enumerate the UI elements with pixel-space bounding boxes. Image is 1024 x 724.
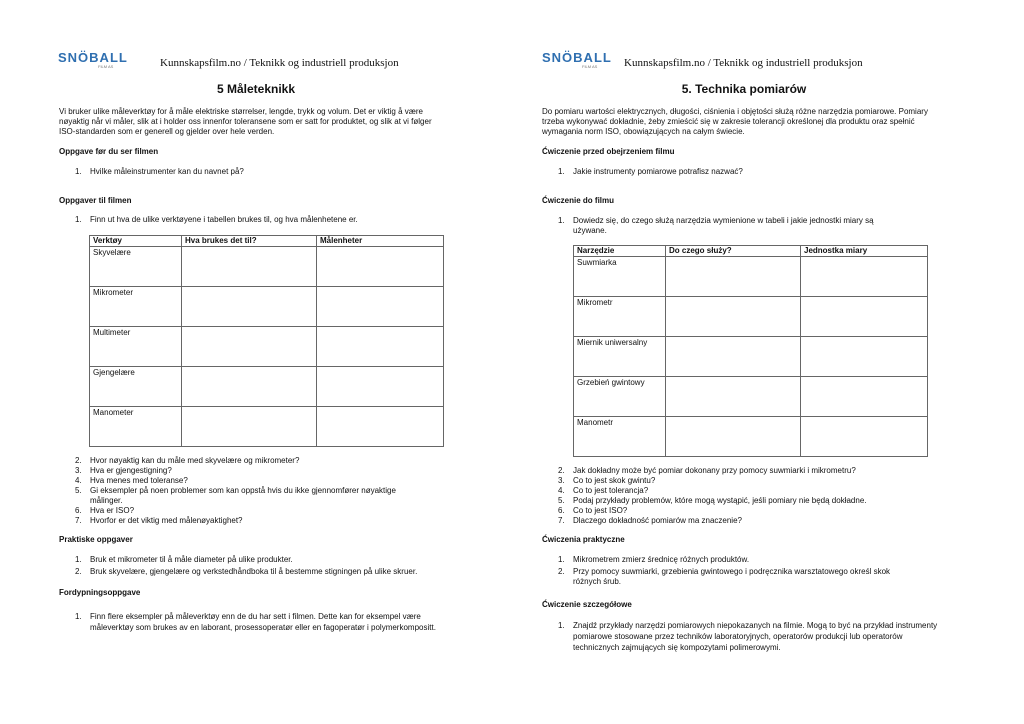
page-title: 5. Technika pomiarów [681,82,807,96]
question-list-before [558,167,938,177]
snoball-logo: SNÖBALL [542,50,612,65]
tool-cell: Skyvelære [90,247,182,287]
answer-cell[interactable] [182,287,317,327]
answer-cell[interactable] [317,287,444,327]
header-title: Kunnskapsfilm.no / Teknikk og industriell produksjon [624,57,863,69]
answer-cell[interactable] [666,297,801,337]
table-row [90,247,444,287]
table-row [90,367,444,407]
tool-cell: Manometr [574,417,666,457]
answer-cell[interactable] [666,417,801,457]
answer-cell[interactable] [666,337,801,377]
list-item: 4. Co to jest tolerancja? [558,486,649,495]
tool-cell: Miernik uniwersalny [574,337,666,377]
deep-list [75,611,455,633]
list-item: 6. Co to jest ISO? [558,506,628,515]
tool-cell: Grzebień gwintowy [574,377,666,417]
intro-paragraph: Do pomiaru wartości elektrycznych, długości, ciśnienia i objętości służą różne narzędzia pomiarowe. Pomiary trzeba wykonywać dokładnie, żeby zmieścić się w zakresie tolerancji określonej dla produktu oraz spełnić wymagania norm ISO, obowiązujących na całym świecie. [542,107,928,136]
practical-list [558,555,908,587]
list-item: 1. Mikrometrem zmierz średnicę różnych produktów. [558,555,750,564]
answer-cell[interactable] [317,327,444,367]
question-list-followup [558,466,938,526]
column-header: Narzędzie [574,246,666,257]
section-heading-film: Ćwiczenie do filmu [542,196,615,205]
column-header: Hva brukes det til? [182,236,317,247]
table-header-row [90,236,444,247]
answer-cell[interactable] [801,417,928,457]
table-row [90,407,444,447]
answer-cell[interactable] [666,257,801,297]
list-item: 1. Hvilke måleinstrumenter kan du navnet på? [75,167,244,176]
tool-cell: Multimeter [90,327,182,367]
answer-cell[interactable] [182,247,317,287]
list-item: 1. Bruk et mikrometer til å måle diameter på ulike produkter. [75,555,293,564]
table-row [574,297,928,337]
answer-cell[interactable] [801,297,928,337]
question-list-film [75,215,445,225]
answer-cell[interactable] [666,377,801,417]
tool-cell: Suwmiarka [574,257,666,297]
table-row [90,327,444,367]
practical-list [75,555,455,577]
question-list-before [75,167,445,177]
question-list-film [558,216,908,236]
answer-cell[interactable] [801,257,928,297]
table-row [574,337,928,377]
list-item: 3. Hva er gjengestigning? [75,466,172,475]
list-item: 1. Dowiedz się, do czego służą narzędzia wymienione w tabeli i jakie jednostki miary są używane. [558,216,874,235]
section-heading-deep: Fordypningsoppgave [59,588,141,597]
section-heading-practical: Praktiske oppgaver [59,535,133,544]
section-heading-before: Oppgave før du ser filmen [59,147,159,156]
column-header: Jednostka miary [801,246,928,257]
list-item: 5. Podaj przykłady problemów, które mogą wystąpić, jeśli pomiary nie będą dokładne. [558,496,867,505]
tool-cell: Manometer [90,407,182,447]
list-item: 3. Co to jest skok gwintu? [558,476,656,485]
answer-cell[interactable] [182,367,317,407]
answer-cell[interactable] [317,247,444,287]
tool-cell: Mikrometer [90,287,182,327]
list-item: 1. Znajdź przykłady narzędzi pomiarowych niepokazanych na filmie. Mogą to być na przykład instrumenty pomiarowe stosowane przez techników laboratoryjnych, operatorów produkcji lub operatorów technicznych zajmujących się kompozytami polimerowymi. [558,621,938,652]
section-heading-deep: Ćwiczenie szczegółowe [542,600,632,609]
page-title: 5 Måleteknikk [216,82,296,96]
answer-cell[interactable] [801,377,928,417]
tool-table [573,245,928,457]
list-item: 2. Jak dokładny może być pomiar dokonany przy pomocy suwmiarki i mikrometru? [558,466,856,475]
list-item: 2. Przy pomocy suwmiarki, grzebienia gwintowego i podręcznika warsztatowego określ skok różnych śrub. [558,567,891,586]
table-row [574,257,928,297]
list-item: 1. Jakie instrumenty pomiarowe potrafisz nazwać? [558,167,743,176]
list-item: 2. Hvor nøyaktig kan du måle med skyvelære og mikrometer? [75,456,300,465]
table-header-row [574,246,928,257]
answer-cell[interactable] [317,407,444,447]
list-item: 5. Gi eksempler på noen problemer som kan oppstå hvis du ikke gjennomfører nøyaktige målinger. [75,486,396,505]
header-title: Kunnskapsfilm.no / Teknikk og industriell produksjon [160,57,399,69]
snoball-logo: SNÖBALL [58,50,128,65]
list-item: 2. Bruk skyvelære, gjengelære og verkstedhåndboka til å bestemme stigningen på ulike skruer. [75,567,418,576]
answer-cell[interactable] [182,407,317,447]
intro-paragraph: Vi bruker ulike måleverktøy for å måle elektriske størrelser, lengde, trykk og volum. Det er viktig å være nøyaktig når vi måler, slik at i holder oss innenfor toleransene som er satt for produktet, og slik at vi følger ISO-standarden som er generell og gjelder over hele verden. [59,107,432,136]
answer-cell[interactable] [801,337,928,377]
section-heading-film: Oppgaver til filmen [59,196,132,205]
list-item: 7. Dlaczego dokładność pomiarów ma znaczenie? [558,516,742,525]
list-item: 6. Hva er ISO? [75,506,135,515]
list-item: 7. Hvorfor er det viktig med målenøyaktighet? [75,516,243,525]
table-row [574,377,928,417]
list-item: 4. Hva menes med toleranse? [75,476,188,485]
section-heading-practical: Ćwiczenia praktyczne [542,535,625,544]
section-heading-before: Ćwiczenie przed obejrzeniem filmu [542,147,675,156]
page-header [58,50,458,74]
deep-list [558,620,938,653]
column-header: Verktøy [90,236,182,247]
logo-subtitle: FILM AS [582,64,598,69]
column-header: Målenheter [317,236,444,247]
logo-subtitle: FILM AS [98,64,114,69]
table-row [574,417,928,457]
tool-table [89,235,444,447]
tool-cell: Mikrometr [574,297,666,337]
list-item: 1. Finn ut hva de ulike verktøyene i tabellen brukes til, og hva målenhetene er. [75,215,358,224]
table-row [90,287,444,327]
list-item: 1. Finn flere eksempler på måleverktøy enn de du har sett i filmen. Dette kan for eksempel være måleverktøy som brukes av en laborant, prosessoperatør eller en fagoperatør i polymerkompositt. [75,612,436,632]
answer-cell[interactable] [317,367,444,407]
page-header [542,50,942,74]
page-polish [512,0,1024,724]
answer-cell[interactable] [182,327,317,367]
tool-cell: Gjengelære [90,367,182,407]
column-header: Do czego służy? [666,246,801,257]
question-list-followup [75,456,430,526]
